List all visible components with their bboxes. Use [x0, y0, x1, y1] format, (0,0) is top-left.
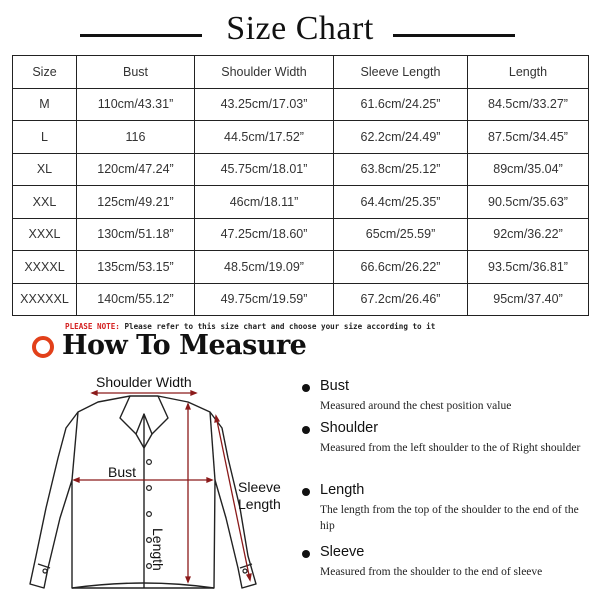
table-cell: 140cm/55.12” [77, 283, 195, 316]
table-cell: L [13, 121, 77, 154]
page-title: Size Chart [226, 10, 374, 47]
table-row [13, 88, 589, 121]
sleeve-length-label: Length [238, 496, 281, 512]
table-cell: 45.75cm/18.01” [195, 153, 334, 186]
shirt-outline [30, 396, 256, 588]
table-cell: 116 [77, 121, 195, 154]
note-head: PLEASE NOTE: [65, 322, 120, 331]
table-cell: 48.5cm/19.09” [195, 251, 334, 284]
table-cell: 67.2cm/26.46” [334, 283, 468, 316]
table-cell: 93.5cm/36.81” [468, 251, 589, 284]
table-header-cell: Bust [77, 56, 195, 89]
table-row [13, 283, 589, 316]
table-cell: 43.25cm/17.03” [195, 88, 334, 121]
table-cell: 135cm/53.15” [77, 251, 195, 284]
table-cell: 130cm/51.18” [77, 218, 195, 251]
table-cell: 125cm/49.21” [77, 186, 195, 219]
table-cell: XL [13, 153, 77, 186]
bullet-icon [302, 488, 310, 496]
table-row [13, 186, 589, 219]
table-cell: 95cm/37.40” [468, 283, 589, 316]
table-cell: 120cm/47.24” [77, 153, 195, 186]
table-cell: 89cm/35.04” [468, 153, 589, 186]
size-chart-table [12, 55, 589, 316]
instruction-heading: Length [320, 482, 365, 498]
title-rule-right [393, 34, 515, 37]
table-row [13, 251, 589, 284]
table-cell: 84.5cm/33.27” [468, 88, 589, 121]
table-cell: 110cm/43.31” [77, 88, 195, 121]
table-header-cell: Length [468, 56, 589, 89]
table-row [13, 121, 589, 154]
instruction-heading: Shoulder [320, 420, 379, 436]
sleeve-label: Sleeve [238, 479, 281, 495]
instruction-description: Measured from the left shoulder to the of Right shoulder [320, 442, 581, 454]
instruction-heading: Sleeve [320, 544, 365, 560]
table-cell: 44.5cm/17.52” [195, 121, 334, 154]
table-cell: 66.6cm/26.22” [334, 251, 468, 284]
length-label: Length [150, 528, 166, 571]
title-row [0, 8, 600, 52]
bullet-icon [302, 550, 310, 558]
table-cell: 65cm/25.59” [334, 218, 468, 251]
bust-label: Bust [108, 464, 137, 480]
shirt-buttons [43, 460, 247, 573]
table-cell: 90.5cm/35.63” [468, 186, 589, 219]
table-cell: 47.25cm/18.60” [195, 218, 334, 251]
instruction-description: The length from the top of the shoulder to the end of the hip [320, 504, 579, 532]
note-text: Please refer to this size chart and choose your size according to it [119, 322, 436, 331]
how-to-measure-heading [32, 332, 352, 364]
shoulder-width-label: Shoulder Width [96, 374, 192, 390]
bullet-icon [302, 384, 310, 392]
table-cell: 46cm/18.11” [195, 186, 334, 219]
table-cell: M [13, 88, 77, 121]
instruction-heading: Bust [320, 378, 350, 394]
table-cell: 64.4cm/25.35” [334, 186, 468, 219]
table-header-cell: Shoulder Width [195, 56, 334, 89]
table-cell: 62.2cm/24.49” [334, 121, 468, 154]
how-to-measure-title: How To Measure [62, 330, 307, 361]
instruction-description: Measured around the chest position value [320, 400, 512, 412]
table-cell: XXXXXL [13, 283, 77, 316]
table-row [13, 218, 589, 251]
table-cell: 92cm/36.22” [468, 218, 589, 251]
target-circle-icon [32, 336, 54, 358]
instruction-description: Measured from the shoulder to the end of sleeve [320, 566, 543, 578]
table-cell: XXXXL [13, 251, 77, 284]
table-cell: 87.5cm/34.45” [468, 121, 589, 154]
table-row [13, 153, 589, 186]
bullet-icon [302, 426, 310, 434]
table-cell: 49.75cm/19.59” [195, 283, 334, 316]
table-header-cell: Sleeve Length [334, 56, 468, 89]
table-header-row [13, 56, 589, 89]
table-cell: XXL [13, 186, 77, 219]
table-cell: XXXL [13, 218, 77, 251]
table-cell: 61.6cm/24.25” [334, 88, 468, 121]
table-header-cell: Size [13, 56, 77, 89]
table-cell: 63.8cm/25.12” [334, 153, 468, 186]
